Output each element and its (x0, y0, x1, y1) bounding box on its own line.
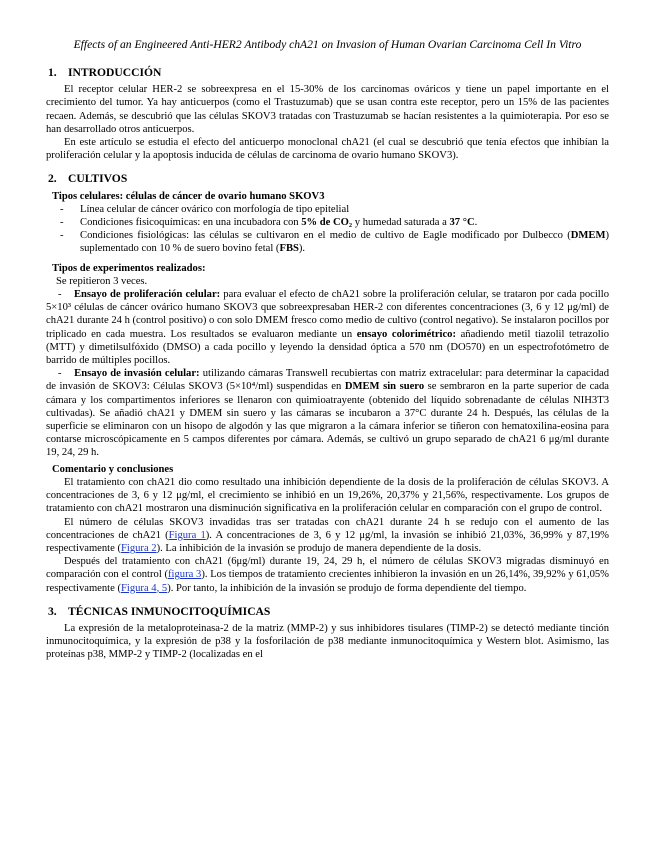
section-title: CULTIVOS (68, 172, 128, 186)
text-run: Condiciones fisicoquímicas: en una incubadora con (80, 217, 302, 229)
section-number: 2. (48, 172, 57, 186)
section-number: 1. (48, 66, 57, 79)
cell-conditions-list (46, 203, 609, 256)
conclusion-paragraph-3 (46, 555, 609, 595)
intro-paragraph-2: En este artículo se estudia el efecto del anticuerpo monoclonal chA21 (el cual se descubrió que tenía efectos que inhibían la proliferación celular y la apoptosis inducida de células de carcinoma de ovario humano SKOV3). (46, 137, 609, 162)
list-dash: - (60, 230, 64, 242)
figure-2-link[interactable]: Figura 2 (121, 542, 157, 554)
text-run: . (474, 217, 478, 229)
intro-text-b: % de los carcinomas ováricos y tiene un papel importante en el crecimiento del tumor. Ya hay anticuerpos (como el Trastuzumab) que se usan contra este receptor, pero un 15 (46, 84, 609, 109)
experiment-proliferation (46, 288, 609, 367)
text-run: para evaluar el efecto de chA21 sobre la proliferación celular, se trataron por cada pocillo 5×10³ células de cáncer ovárico humano SKOV3 que sobreexpresaban HER-2 con diferentes concentraciones (3, 6 y 12 μg/ml) de chA21 durante 24 h (control positivo) o con solo DMEM fresco como medio de cultivo (control negativo). Se instalaron pocillos por triplicado en cada muestra. Los resultados se evaluaron mediante un (46, 289, 609, 340)
text-run: añadiendo metil tiazolil tetrazolio (MTT) y dimetilsulfóxido (DMSO) a cada pocillo y leyendo la densidad óptica a 570 nm (DO570) en un espectrofotómetro de barrido de múltiples pocillos. (46, 328, 609, 367)
subheading-conclusions: Comentario y conclusiones (52, 463, 174, 475)
conclusion-paragraph-2 (46, 516, 609, 556)
text-run: ) suplementado con 10 % de suero bovino fetal ( (80, 230, 609, 255)
section-title: INTRODUCCIÓN (68, 66, 162, 79)
list-dash: - (58, 368, 62, 380)
text-run: ). A concentraciones de 3, 6 y 12 μg/ml, la invasión se inhibió 21,03%, 36,99% y 87,19% respectivamente ( (46, 529, 610, 554)
text-run: ). Por tanto, la inhibición de la invasión se produjo de forma dependiente del tiempo. (167, 582, 527, 594)
figure-4-5-link[interactable]: Figura 4, 5 (121, 582, 168, 594)
figure-3-link[interactable]: figura 3 (168, 569, 202, 581)
list-dash: - (60, 203, 64, 215)
list-text (80, 216, 609, 229)
text-bold: 37 °C (449, 217, 475, 229)
text-bold: DMEM (570, 230, 606, 242)
text-run: El número de células SKOV3 invadidas tras ser tratadas con chA21 durante 24 h se redujo con el aumento de las concentraciones de chA21 ( (46, 516, 609, 541)
section-title: TÉCNICAS INMUNOCITOQUÍMICAS (68, 604, 271, 618)
experiment-lead: Ensayo de proliferación celular: (73, 289, 221, 301)
conclusion-paragraph-1: El tratamiento con chA21 dio como resultado una inhibición dependiente de la dosis de la proliferación de células SKOV3. A concentraciones de 3, 6 y 12 μg/ml, el crecimiento se inhibió en un 19,26%, 20,37% y 21,56%, respectivamente. Los grupos de tratamiento con chA21 mostraron una disminución significativa en la proliferación celular en comparación con el grupo de control. (46, 476, 609, 515)
text-run: Condiciones fisiológicas: las células se cultivaron en el medio de cultivo de Eagle modificado por Dulbecco ( (80, 230, 571, 242)
text-bold: 5% de CO₂ (301, 217, 353, 229)
intro-text-a: El receptor celular HER-2 se sobreexpresa en el 15-30 (64, 84, 315, 96)
text-bold: DMEM sin suero (344, 381, 425, 393)
text-bold: FBS (279, 243, 299, 255)
intro-paragraph-1 (46, 83, 609, 136)
techniques-paragraph-1: La expresión de la metaloproteinasa-2 de la matriz (MMP-2) y sus inhibidores tisulares (TIMP-2) se detectó mediante tinción inmunocitoquímica, y la expresión de p38 y la fosforilación de p38 mediante inmunocitoquímica y Western blot. Asimismo, las proteínas p38, MMP-2 y TIMP-2 (localizadas en el (46, 622, 609, 661)
experiment-lead: Ensayo de invasión celular: (74, 368, 200, 380)
section-heading-tecnicas (46, 605, 609, 618)
list-item (60, 229, 609, 255)
list-text (80, 229, 609, 255)
document-title: Effects of an Engineered Anti-HER2 Antibody chA21 on Invasion of Human Ovarian Carcinoma Cell In Vitro (73, 38, 582, 51)
section-heading-introduccion (46, 66, 609, 79)
text-run: y humedad saturada a (352, 217, 450, 229)
text-bold: ensayo colorimétrico: (356, 328, 456, 340)
text-run: utilizando cámaras Transwell recubiertas con matriz extracelular: para determinar la capacidad de invasión de SKOV3: Células SKOV3 (5×10⁴/ml) suspendidas en (46, 368, 609, 393)
list-text: Línea celular de cáncer ovárico con morfología de tipo epitelial (80, 203, 350, 215)
list-dash: - (58, 289, 62, 301)
section-heading-cultivos (46, 172, 609, 185)
experiment-invasion (46, 367, 609, 459)
list-item (60, 216, 609, 229)
subheading-experiment-types: Tipos de experimentos realizados: (52, 262, 206, 274)
repeat-note: Se repitieron 3 veces. (56, 275, 148, 287)
text-run: se sembraron en la parte superior de cada cámara y los compartimentos inferiores se llenaron con quimioatrayente (obtenido del líquido sobrenadante de células NIH3T3 cultivadas). Se añadió chA21 y DMEM sin suero y las cámaras se incubaron a 37°C durante 24 h. Después, las células de la superficie se eliminaron con un hisopo de algodón y las que migraron a la cámara inferior se tiñeron con hematoxilina-eosina para contarse microscópicamente en 5 campos diferentes por cámara. Además, se cultivó un grupo separado de chA21 6 μg/ml durante 19, 24, 29 h. (46, 381, 610, 459)
intro-text-c: % de las pacientes recaen. Además, se descubrió que las células SKOV3 tratadas con Trastuzumab se hacían resistentes a la quimioterapia. Por eso se han desarrollado otros anticuerpos. (46, 97, 609, 135)
text-run: ). (298, 243, 306, 255)
section-number: 3. (48, 604, 57, 618)
text-run: Después del tratamiento con chA21 (6μg/ml) durante 19, 24, 29 h, el número de células SKOV3 migradas disminuyó en comparación con el control ( (46, 556, 609, 581)
text-run: ). La inhibición de la invasión se produjo de manera dependiente de la dosis. (156, 542, 482, 554)
figure-1-link[interactable]: Figura 1 (168, 529, 206, 541)
list-item (60, 203, 609, 216)
text-run: ). Los tiempos de tratamiento crecientes inhibieron la invasión en un 26,14%, 39,92% y 61,05% respectivamente ( (46, 569, 609, 594)
list-dash: - (60, 217, 64, 229)
subheading-cell-types: Tipos celulares: células de cáncer de ovario humano SKOV3 (52, 190, 325, 202)
